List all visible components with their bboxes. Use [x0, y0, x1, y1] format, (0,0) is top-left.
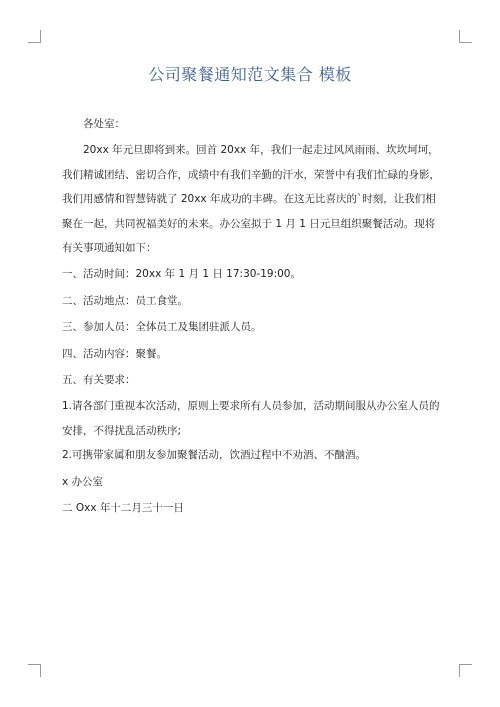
crop-mark-bottom-left [28, 664, 41, 677]
crop-mark-top-right [459, 30, 472, 43]
document-date: 二 Oxx 年十二月三十一日 [62, 502, 184, 515]
item-time: 一、活动时间：20xx 年 1 月 1 日 17:30-19:00。 [62, 268, 301, 281]
requirement-2: 2.可携带家属和朋友参加聚餐活动，饮酒过程中不劝酒、不酗酒。 [62, 449, 367, 462]
document-title: 公司聚餐通知范文集合 模板 [148, 65, 352, 84]
crop-mark-top-left [28, 30, 41, 43]
item-content: 四、活动内容：聚餐。 [62, 347, 167, 360]
salutation: 各处室： [83, 118, 125, 130]
item-participants: 三、参加人员：全体员工及集团驻派人员。 [62, 321, 262, 334]
intro-paragraph: 20xx 年元旦即将到来。回首 20xx 年，我们一起走过风风雨雨、坎坎坷坷，我们精诚团结、密切合作，成绩中有我们辛勤的汗水，荣誉中有我们忙碌的身影，我们用感情和智慧铸就了 20xx 年成功的丰碑。在这无比喜庆的`时刻，让我们相聚在一起，共同祝福美好的未来。办公室拟于 1 月 1 日元旦组织聚餐活动。现将有关事项通知如下： [62, 144, 440, 255]
signature: x 办公室 [62, 475, 104, 488]
document-body [62, 112, 440, 521]
requirement-1: 1.请各部门重视本次活动，原则上要求所有人员参加，活动期间服从办公室人员的安排，不得扰乱活动秩序; [62, 400, 440, 437]
crop-mark-bottom-right [459, 664, 472, 677]
item-requirements: 五、有关要求： [62, 374, 136, 387]
item-location: 二、活动地点：员工食堂。 [62, 294, 188, 307]
